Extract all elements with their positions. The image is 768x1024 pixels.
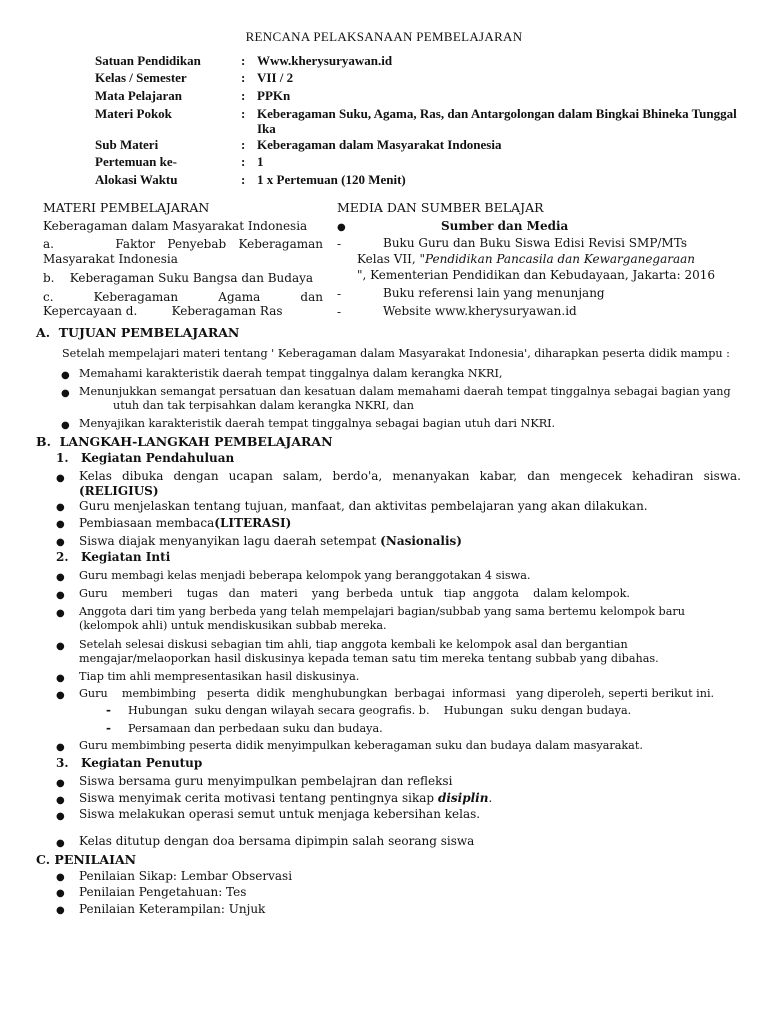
identity-colon: : [241, 154, 246, 169]
identity-value: Keberagaman Suku, Agama, Ras, dan Antargolongan dalam Bingkai Bhineka Tunggal Ika [257, 106, 737, 136]
identity-colon: : [241, 88, 246, 103]
bullet-icon: ● [56, 590, 65, 601]
tujuan-item: Menyajikan karakteristik daerah tempat tinggalnya sebagai bagian utuh dari NKRI. [79, 417, 556, 430]
inti-subitem: Hubungan suku dengan wilayah secara geografis. b. Hubungan suku dengan budaya. [128, 704, 632, 717]
penutup-item: Siswa bersama guru menyimpulkan pembelajran dan refleksi [79, 774, 453, 788]
identity-label: Materi Pokok [95, 106, 172, 121]
bullet-icon: ● [56, 572, 65, 583]
identity-label: Kelas / Semester [95, 70, 187, 85]
tujuan-item: Menunjukkan semangat persatuan dan kesatuan dalam memahami daerah tempat tinggalnya sebagai bagian yang [79, 385, 731, 398]
pendahuluan-item: Kelas dibuka dengan ucapan salam, berdo'a, menanyakan kabar, dan mengecek kehadiran siswa. [79, 469, 741, 483]
identity-label: Pertemuan ke- [95, 154, 177, 169]
penutup-item [79, 791, 492, 805]
identity-colon: : [241, 53, 246, 68]
identity-colon: : [241, 70, 246, 85]
bullet-icon: ● [56, 742, 65, 753]
media-item-cont: ", Kementerian Pendidikan dan Kebudayaan, Jakarta: 2016 [357, 268, 715, 282]
pendahuluan-item-text: Siswa diajak menyanyikan lagu daerah setempat [79, 534, 381, 548]
bullet-icon: ● [56, 888, 65, 899]
identity-colon: : [241, 137, 246, 152]
bullet-icon: ● [56, 872, 65, 883]
identity-label: Satuan Pendidikan [95, 53, 201, 68]
penilaian-item: Penilaian Keterampilan: Unjuk [79, 902, 266, 916]
bullet-icon: ● [56, 838, 65, 849]
pendahuluan-item-cont: (RELIGIUS) [79, 484, 159, 498]
pendahuluan-item-tag: (Nasionalis) [380, 534, 462, 548]
penutup-item-text: Siswa menyimak cerita motivasi tentang pentingnya sikap [79, 791, 438, 805]
inti-subitem: Persamaan dan perbedaan suku dan budaya. [128, 722, 383, 735]
pendahuluan-item [79, 534, 462, 548]
pendahuluan-item: Guru menjelaskan tentang tujuan, manfaat, dan aktivitas pembelajaran yang akan dilakukan. [79, 499, 648, 513]
dash-icon: - [337, 305, 342, 319]
bullet-icon: ● [56, 473, 65, 484]
langkah-heading: B. LANGKAH-LANGKAH PEMBELAJARAN [36, 434, 333, 449]
identity-label: Sub Materi [95, 137, 159, 152]
bullet-icon: ● [56, 641, 65, 652]
tujuan-item: Memahami karakteristik daerah tempat tinggalnya dalam kerangka NKRI, [79, 367, 503, 380]
identity-value: 1 x Pertemuan (120 Menit) [257, 172, 406, 187]
materi-item-c: c. Keberagaman Agama dan [43, 290, 323, 304]
inti-item: Setelah selesai diskusi sebagian tim ahli, tiap anggota kembali ke kelompok asal dan bergantian [79, 638, 628, 651]
media-heading: MEDIA DAN SUMBER BELAJAR [337, 200, 544, 215]
tujuan-heading: A. TUJUAN PEMBELAJARAN [36, 325, 240, 340]
tujuan-item-cont: utuh dan tak terpisahkan dalam kerangka NKRI, dan [113, 399, 414, 412]
materi-item-a: a. Faktor Penyebab Keberagaman [43, 237, 323, 251]
inti-item: Tiap tim ahli mempresentasikan hasil diskusinya. [79, 670, 360, 683]
inti-item-cont: (kelompok ahli) untuk mendiskusikan subbab mereka. [79, 619, 387, 632]
inti-item: Guru memberi tugas dan materi yang berbeda untuk tiap anggota dalam kelompok. [79, 587, 630, 600]
bullet-icon: ● [56, 673, 65, 684]
bullet-icon: ● [56, 537, 65, 548]
identity-value: PPKn [257, 88, 291, 103]
materi-item-c-cont: Kepercayaan d. Keberagaman Ras [43, 304, 283, 318]
identity-colon: : [241, 172, 246, 187]
inti-title: 2. Kegiatan Inti [56, 550, 171, 564]
bullet-icon: ● [56, 502, 65, 513]
inti-item: Anggota dari tim yang berbeda yang telah mempelajari bagian/subbab yang sama bertemu kelompok baru [79, 605, 685, 618]
identity-value: Keberagaman dalam Masyarakat Indonesia [257, 137, 502, 152]
bullet-icon: ● [56, 795, 65, 806]
identity-label: Alokasi Waktu [95, 172, 178, 187]
penilaian-heading: C. PENILAIAN [36, 852, 137, 867]
page-title: RENCANA PELAKSANAAN PEMBELAJARAN [245, 29, 523, 44]
dash-icon: - [337, 287, 342, 301]
identity-label: Mata Pelajaran [95, 88, 183, 103]
media-item: Buku referensi lain yang menunjang [383, 286, 605, 300]
bullet-icon: ● [337, 222, 346, 233]
penutup-item-emphasis: disiplin [437, 791, 489, 805]
media-item-cont [357, 252, 695, 266]
media-item-text: Kelas VII, [357, 252, 420, 266]
penilaian-item: Penilaian Pengetahuan: Tes [79, 885, 247, 899]
materi-item-a-cont: Masyarakat Indonesia [43, 252, 178, 266]
penilaian-item: Penilaian Sikap: Lembar Observasi [79, 869, 293, 883]
penutup-item-punct: . [488, 791, 493, 805]
inti-item: Guru membagi kelas menjadi beberapa kelompok yang beranggotakan 4 siswa. [79, 569, 531, 582]
tujuan-intro: Setelah mempelajari materi tentang ' Keberagaman dalam Masyarakat Indonesia', diharapkan peserta didik mampu : [62, 347, 730, 360]
identity-value: Www.kherysuryawan.id [257, 53, 393, 68]
materi-item-b: b. Keberagaman Suku Bangsa dan Budaya [43, 271, 314, 285]
media-item: Buku Guru dan Buku Siswa Edisi Revisi SMP/MTs [383, 236, 688, 250]
media-subheading: Sumber dan Media [441, 219, 569, 233]
bullet-icon: ● [56, 811, 65, 822]
media-item: Website www.kherysuryawan.id [383, 304, 577, 318]
penutup-title: 3. Kegiatan Penutup [56, 756, 203, 770]
bullet-icon: ● [56, 778, 65, 789]
inti-item: Guru membimbing peserta didik menyimpulkan keberagaman suku dan budaya dalam masyarakat. [79, 739, 643, 752]
inti-item: Guru membimbing peserta didik menghubungkan berbagai informasi yang diperoleh, seperti berikut ini. [79, 687, 715, 700]
bullet-icon: ● [61, 370, 70, 381]
materi-heading: MATERI PEMBELAJARAN [43, 200, 210, 215]
pendahuluan-item [79, 516, 291, 530]
dash-icon: - [106, 721, 111, 735]
pendahuluan-item-text: Pembiasaan membaca [79, 516, 215, 530]
penutup-item: Kelas ditutup dengan doa bersama dipimpin salah seorang siswa [79, 834, 475, 848]
penutup-item: Siswa melakukan operasi semut untuk menjaga kebersihan kelas. [79, 807, 481, 821]
media-book-title: "Pendidikan Pancasila dan Kewarganegaraan [419, 252, 696, 266]
inti-item-cont: mengajar/melaoporkan hasil diskusinya kepada teman satu tim mereka tentang subbab yang dibahas. [79, 652, 659, 665]
identity-colon: : [241, 106, 246, 121]
pendahuluan-title: 1. Kegiatan Pendahuluan [56, 451, 235, 465]
dash-icon: - [106, 703, 111, 717]
pendahuluan-item-tag: (LITERASI) [214, 516, 292, 530]
dash-icon: - [337, 237, 342, 251]
bullet-icon: ● [56, 608, 65, 619]
bullet-icon: ● [56, 690, 65, 701]
identity-value: 1 [257, 154, 264, 169]
bullet-icon: ● [56, 905, 65, 916]
bullet-icon: ● [56, 519, 65, 530]
bullet-icon: ● [61, 388, 70, 399]
bullet-icon: ● [61, 420, 70, 431]
materi-line: Keberagaman dalam Masyarakat Indonesia [43, 219, 308, 233]
identity-value: VII / 2 [257, 70, 294, 85]
